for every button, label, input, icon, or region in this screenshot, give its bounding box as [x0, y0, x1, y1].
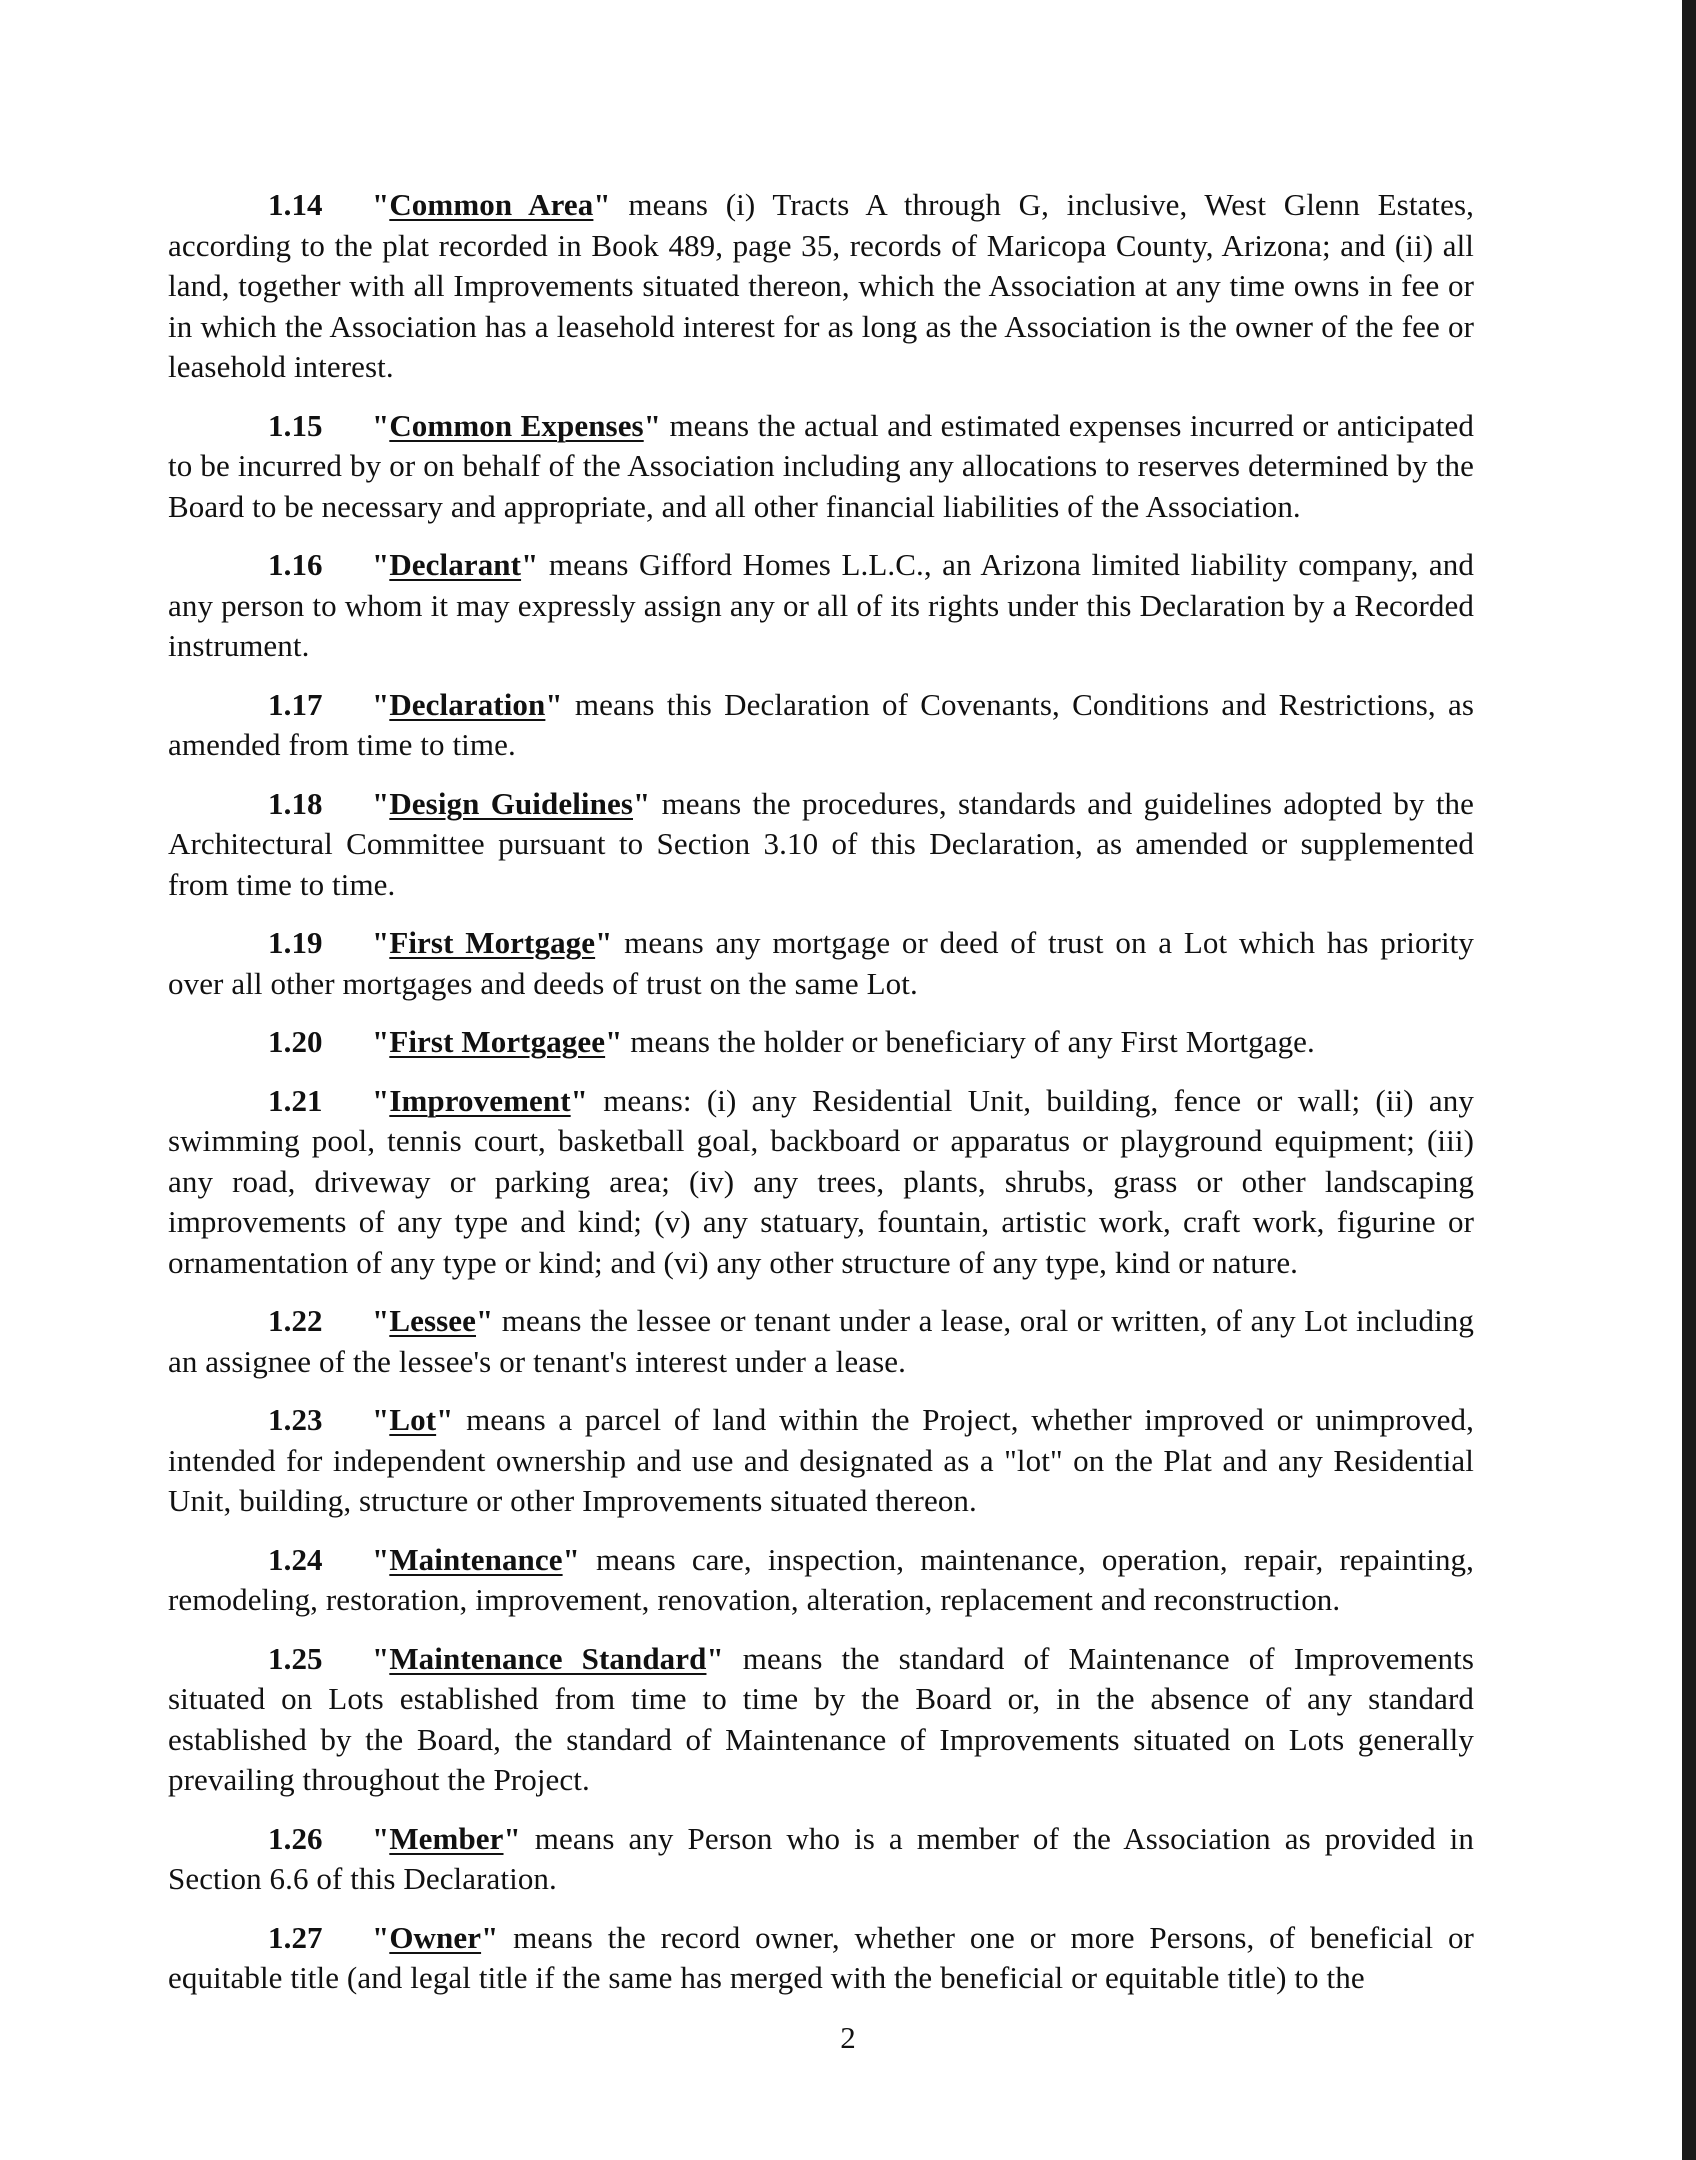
scan-edge-shadow [1682, 0, 1696, 2160]
definition-text: means care, inspection, maintenance, operation, repair, repainting, remodeling, restoration, improvement, renovation, alteration, replacement and reconstruction. [168, 1541, 1474, 1617]
definition-1-27 [168, 1918, 1474, 1999]
section-number: 1.15 [268, 407, 323, 443]
definition-1-19 [168, 923, 1474, 1004]
definition-text: means Gifford Homes L.L.C., an Arizona limited liability company, and any person to whom it may expressly assign any or all of its rights under this Declaration by a Recorded instrument. [168, 547, 1474, 663]
section-number: 1.17 [268, 686, 323, 722]
definition-1-15 [168, 406, 1474, 528]
definition-1-14 [168, 185, 1474, 388]
definition-text: means (i) Tracts A through G, inclusive, West Glenn Estates, according to the plat recorded in Book 489, page 35, records of Maricopa County, Arizona; and (ii) all land, together with all Improvements situated thereon, which the Association at any time owns in fee or in which the Association has a leasehold interest for as long as the Association is the owner of the fee or leasehold interest. [168, 187, 1474, 384]
page-number: 2 [840, 2020, 856, 2055]
definition-1-21 [168, 1081, 1474, 1284]
document-page [168, 185, 1474, 2017]
definition-text: means a parcel of land within the Project, whether improved or unimproved, intended for independent ownership and use and designated as a "lot" on the Plat and any Residential Unit, building, structure or other Improvements situated thereon. [168, 1402, 1474, 1518]
defined-term: "First Mortgage" [372, 925, 613, 960]
defined-term: "Improvement" [372, 1082, 588, 1118]
definition-1-16 [168, 545, 1474, 667]
definition-text: means the lessee or tenant under a lease, oral or written, of any Lot including an assignee of the lessee's or tenant's interest under a lease. [168, 1303, 1474, 1379]
section-number: 1.27 [268, 1919, 323, 1955]
defined-term: "Member" [372, 1820, 521, 1856]
definition-text: means any Person who is a member of the Association as provided in Section 6.6 of this Declaration. [168, 1820, 1474, 1896]
section-number: 1.21 [268, 1082, 323, 1118]
definition-1-17 [168, 685, 1474, 766]
definition-text: means the actual and estimated expenses incurred or anticipated to be incurred by or on behalf of the Association including any allocations to reserves determined by the Board to be necessary and appropriate, and all other financial liabilities of the Association. [168, 407, 1474, 524]
definition-text: means the record owner, whether one or more Persons, of beneficial or equitable title (and legal title if the same has merged with the beneficial or equitable title) to the [168, 1919, 1474, 1995]
definition-text: means the holder or beneficiary of any First Mortgage. [622, 1024, 1315, 1059]
definition-text: means: (i) any Residential Unit, building, fence or wall; (ii) any swimming pool, tennis court, basketball goal, backboard or apparatus or playground equipment; (iii) any road, driveway or parking area; (iv) any trees, plants, shrubs, grass or other landscaping improvements of any type and kind; (v) any statuary, fountain, artistic work, craft work, figurine or ornamentation of any type or kind; and (vi) any other structure of any type, kind or nature. [168, 1082, 1474, 1280]
defined-term: "Common Expenses" [372, 407, 662, 443]
definition-text: means the procedures, standards and guidelines adopted by the Architectural Committee pursuant to Section 3.10 of this Declaration, as amended or supplemented from time to time. [168, 785, 1474, 902]
definition-1-20 [168, 1022, 1474, 1063]
definition-1-24 [168, 1540, 1474, 1621]
definition-text: means any mortgage or deed of trust on a Lot which has priority over all other mortgages and deeds of trust on the same Lot. [168, 925, 1474, 1001]
definition-1-23 [168, 1400, 1474, 1522]
definition-1-25 [168, 1639, 1474, 1801]
defined-term: "Common Area" [372, 187, 611, 222]
defined-term: "Design Guidelines" [372, 785, 651, 821]
section-number: 1.16 [268, 547, 323, 582]
section-number: 1.14 [268, 187, 323, 222]
defined-term: "Lessee" [372, 1303, 494, 1338]
defined-term: "Declaration" [372, 686, 563, 722]
definition-text: means the standard of Maintenance of Improvements situated on Lots established from time to time by the Board or, in the absence of any standard established by the Board, the standard of Maintenance of Improvements situated on Lots generally prevailing throughout the Project. [168, 1640, 1474, 1797]
section-number: 1.19 [268, 925, 323, 960]
section-number: 1.18 [268, 785, 323, 821]
section-number: 1.22 [268, 1303, 323, 1338]
section-number: 1.24 [268, 1541, 323, 1577]
definition-1-26 [168, 1819, 1474, 1900]
defined-term: "Declarant" [372, 547, 539, 582]
definition-text: means this Declaration of Covenants, Conditions and Restrictions, as amended from time to time. [168, 686, 1474, 762]
section-number: 1.26 [268, 1820, 323, 1856]
defined-term: "Maintenance Standard" [372, 1640, 724, 1676]
section-number: 1.25 [268, 1640, 323, 1676]
defined-term: "Owner" [372, 1919, 499, 1955]
defined-term: "Lot" [372, 1402, 454, 1437]
definition-1-22 [168, 1301, 1474, 1382]
defined-term: "Maintenance" [372, 1541, 580, 1577]
section-number: 1.20 [268, 1024, 323, 1059]
section-number: 1.23 [268, 1402, 323, 1437]
defined-term: "First Mortgagee" [372, 1024, 623, 1059]
definition-1-18 [168, 784, 1474, 906]
